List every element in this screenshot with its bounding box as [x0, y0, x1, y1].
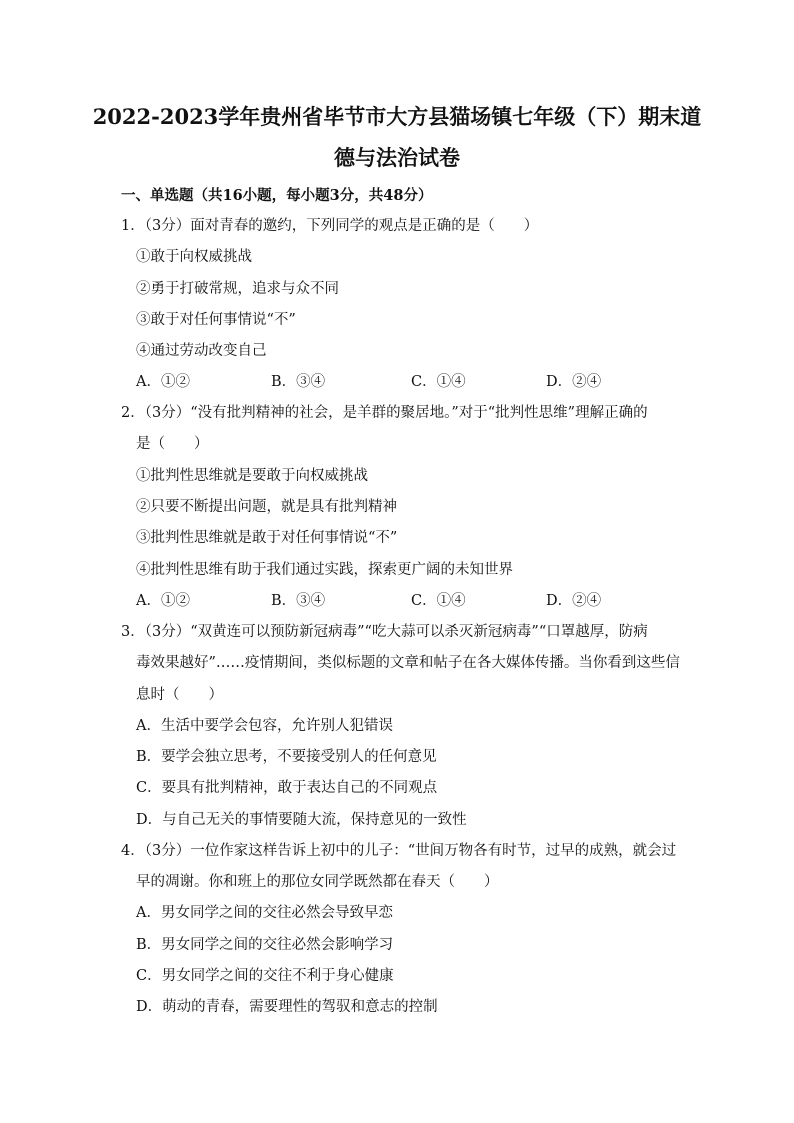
question-3-stem-line-2: 毒效果越好”……疫情期间，类似标题的文章和帖子在各大媒体传播。当你看到这些信: [136, 655, 680, 671]
question-2-option-b: B．③④: [271, 593, 326, 609]
question-3-option-c: C．要具有批判精神，敢于表达自己的不同观点: [136, 780, 438, 796]
question-1-option-c: C．①④: [411, 374, 466, 390]
question-2-statement-3: ③批判性思维就是敢于对任何事情说“不”: [136, 530, 398, 546]
question-1-option-b: B．③④: [271, 374, 326, 390]
exam-title-line-1: 2022-2023学年贵州省毕节市大方县猫场镇七年级（下）期末道: [92, 104, 702, 129]
exam-title-line-2: 德与法治试卷: [334, 145, 460, 170]
question-1-statement-1: ①敢于向权威挑战: [136, 249, 252, 265]
question-4-option-c: C．男女同学之间的交往不利于身心健康: [136, 968, 394, 984]
question-4-stem-line-1: 4．（3分）一位作家这样告诉上初中的儿子：“世间万物各有时节，过早的成熟，就会过: [121, 843, 677, 859]
question-3-stem-line-3: 息时（ ）: [136, 687, 223, 703]
question-3-option-d: D．与自己无关的事情要随大流，保持意见的一致性: [136, 812, 467, 828]
question-1-statement-2: ②勇于打破常规，追求与众不同: [136, 281, 339, 297]
question-2-option-a: A．①②: [136, 593, 190, 609]
question-2-statement-2: ②只要不断提出问题，就是具有批判精神: [136, 499, 397, 515]
question-2-stem-line-1: 2．（3分）“没有批判精神的社会，是羊群的聚居地。”对于“批判性思维”理解正确的: [121, 405, 648, 421]
question-1-option-a: A．①②: [136, 374, 190, 390]
question-2-statement-4: ④批判性思维有助于我们通过实践，探索更广阔的未知世界: [136, 562, 513, 578]
question-4-stem-line-2: 早的凋谢。你和班上的那位女同学既然都在春天（ ）: [136, 874, 499, 890]
question-3-stem-line-1: 3．（3分）“双黄连可以预防新冠病毒”“吃大蒜可以杀灭新冠病毒”“口罩越厚，防病: [121, 624, 648, 640]
question-3-option-a: A．生活中要学会包容，允许别人犯错误: [136, 718, 393, 734]
question-2-stem-line-2: 是（ ）: [136, 436, 209, 452]
question-2-option-d: D．②④: [546, 593, 602, 609]
question-4-option-d: D．萌动的青春，需要理性的驾驭和意志的控制: [136, 999, 438, 1015]
question-1-option-d: D．②④: [546, 374, 602, 390]
question-2-statement-1: ①批判性思维就是要敢于向权威挑战: [136, 468, 368, 484]
question-1-statement-4: ④通过劳动改变自己: [136, 343, 267, 359]
question-4-option-b: B．男女同学之间的交往必然会影响学习: [136, 937, 394, 953]
question-2-option-c: C．①④: [411, 593, 466, 609]
question-3-option-b: B．要学会独立思考，不要接受别人的任何意见: [136, 749, 437, 765]
question-1-statement-3: ③敢于对任何事情说“不”: [136, 312, 296, 328]
question-4-option-a: A．男女同学之间的交往必然会导致早恋: [136, 905, 393, 921]
section-heading: 一、单选题（共16小题，每小题3分，共48分）: [121, 187, 433, 204]
question-1-stem: 1．（3分）面对青春的邀约，下列同学的观点是正确的是（ ）: [121, 218, 539, 234]
